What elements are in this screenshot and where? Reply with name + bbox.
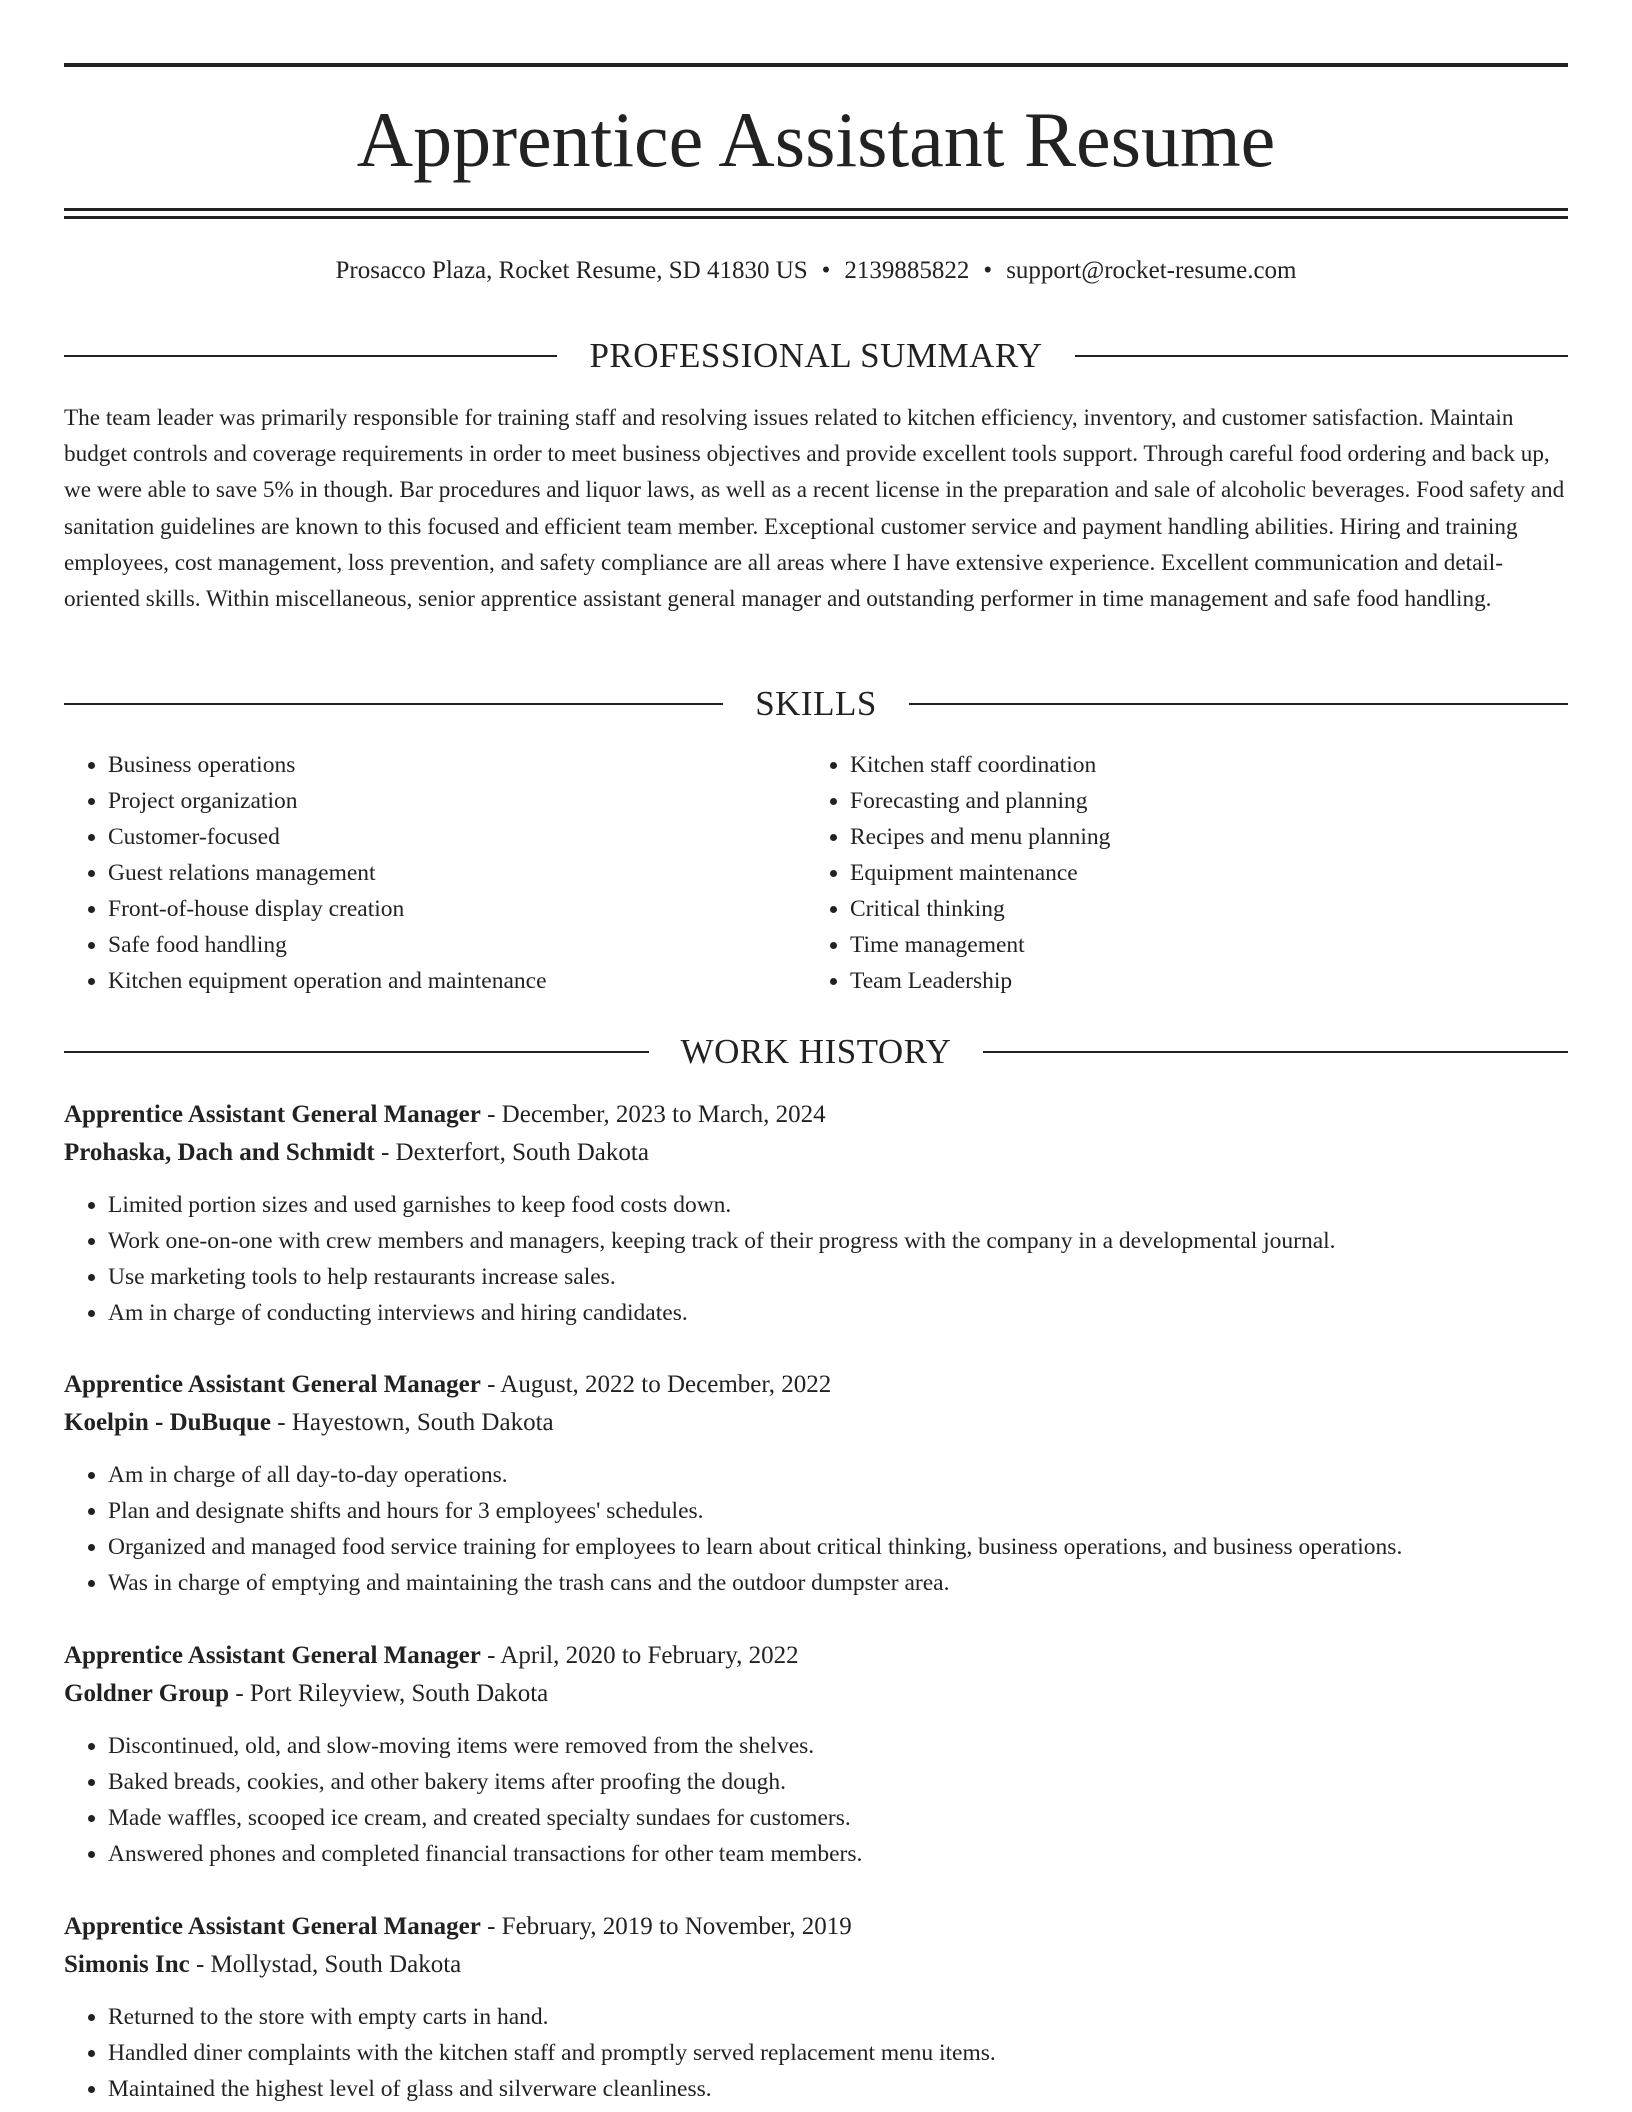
- job-title: Apprentice Assistant General Manager: [64, 1642, 481, 1669]
- header-top-rule: [64, 63, 1568, 67]
- job-role-line: [64, 1637, 1568, 1675]
- summary-text: The team leader was primarily responsible for training staff and resolving issues related to kitchen efficiency, inventory, and customer satisfaction. Maintain budget controls and coverage requirements in order to meet business objectives and provide excellent tools support. Through careful food ordering and back up, we were able to save 5% in though. Bar procedures and liquor laws, as well as a recent license in the preparation and sale of alcoholic beverages. Food safety and sanitation guidelines are known to this focused and efficient team member. Exceptional customer service and payment handling abilities. Hiring and training employees, cost management, loss prevention, and safety compliance are all areas where I have extensive experience. Excellent communication and detail-oriented skills. Within miscellaneous, senior apprentice assistant general manager and outstanding performer in time management and safe food handling.: [64, 405, 1565, 613]
- skill-item: • Forecasting and planning: [850, 783, 1550, 819]
- job-company: Koelpin - DuBuque: [64, 1409, 272, 1436]
- job-bullet: • Am in charge of conducting interviews and hiring candidates.: [108, 1295, 1568, 1331]
- skill-item: • Team Leadership: [850, 963, 1550, 999]
- contact-line: [64, 254, 1568, 288]
- heading-rule-left: [64, 703, 723, 705]
- work-history-heading: [64, 1030, 1568, 1074]
- work-history-heading-label: WORK HISTORY: [680, 1032, 952, 1071]
- job-entry: [64, 1096, 1568, 1331]
- contact-email: support@rocket-resume.com: [1006, 257, 1297, 284]
- skill-item: • Guest relations management: [108, 855, 806, 891]
- summary-heading-label: PROFESSIONAL SUMMARY: [589, 336, 1043, 375]
- job-bullet: • Organized and managed food service training for employees to learn about critical thinking, business operations, and business operations.: [108, 1529, 1568, 1565]
- job-bullets: [64, 1187, 1568, 1331]
- header-double-rule-upper: [64, 208, 1568, 211]
- job-dates: - February, 2019 to November, 2019: [480, 1913, 852, 1940]
- job-role-line: [64, 1096, 1568, 1134]
- skill-item: • Customer-focused: [108, 819, 806, 855]
- skills-heading-label: SKILLS: [755, 684, 877, 723]
- contact-phone: 2139885822: [844, 257, 970, 284]
- job-dates: - August, 2022 to December, 2022: [480, 1371, 832, 1398]
- job-bullet: • Was in charge of emptying and maintaining the trash cans and the outdoor dumpster area.: [108, 1565, 1568, 1601]
- job-bullet: • Am in charge of all day-to-day operations.: [108, 1457, 1568, 1493]
- job-bullet: • Work one-on-one with crew members and managers, keeping track of their progress with the company in a developmental journal.: [108, 1223, 1568, 1259]
- job-bullet: • Handled diner complaints with the kitchen staff and promptly served replacement menu items.: [108, 2035, 1568, 2071]
- job-title: Apprentice Assistant General Manager: [64, 1371, 481, 1398]
- job-entry: [64, 1637, 1568, 1872]
- job-location: - Hayestown, South Dakota: [271, 1409, 554, 1436]
- job-role-line: [64, 1908, 1568, 1946]
- header-double-rule-lower: [64, 216, 1568, 219]
- job-bullets: [64, 1999, 1568, 2107]
- job-location: - Dexterfort, South Dakota: [374, 1139, 649, 1166]
- skill-item: • Project organization: [108, 783, 806, 819]
- heading-rule-right: [909, 703, 1568, 705]
- contact-separator: •: [983, 257, 993, 284]
- skill-item: • Kitchen staff coordination: [850, 747, 1550, 783]
- job-bullets: [64, 1457, 1568, 1601]
- job-title: Apprentice Assistant General Manager: [64, 1913, 481, 1940]
- skills-list: [64, 747, 1568, 999]
- skills-column-right: [806, 747, 1550, 999]
- skill-item: • Critical thinking: [850, 891, 1550, 927]
- job-dates: - December, 2023 to March, 2024: [480, 1101, 826, 1128]
- job-entry: [64, 1908, 1568, 2107]
- job-bullet: • Returned to the store with empty carts in hand.: [108, 1999, 1568, 2035]
- job-bullet: • Baked breads, cookies, and other bakery items after proofing the dough.: [108, 1764, 1568, 1800]
- skill-item: • Time management: [850, 927, 1550, 963]
- heading-rule-right: [983, 1051, 1568, 1053]
- job-company: Goldner Group: [64, 1680, 230, 1707]
- job-company: Simonis Inc: [64, 1951, 190, 1978]
- job-bullet: • Discontinued, old, and slow-moving items were removed from the shelves.: [108, 1728, 1568, 1764]
- job-company-line: [64, 1134, 1568, 1172]
- job-entry: [64, 1366, 1568, 1601]
- skill-item: • Equipment maintenance: [850, 855, 1550, 891]
- heading-rule-right: [1075, 355, 1568, 357]
- summary-heading: [64, 334, 1568, 378]
- job-bullet: • Use marketing tools to help restaurants increase sales.: [108, 1259, 1568, 1295]
- contact-address: Prosacco Plaza, Rocket Resume, SD 41830 US: [335, 257, 808, 284]
- job-bullet: • Made waffles, scooped ice cream, and created specialty sundaes for customers.: [108, 1800, 1568, 1836]
- job-company-line: [64, 1946, 1568, 1984]
- job-bullet: • Answered phones and completed financial transactions for other team members.: [108, 1836, 1568, 1872]
- job-bullet: • Limited portion sizes and used garnishes to keep food costs down.: [108, 1187, 1568, 1223]
- skill-item: • Kitchen equipment operation and maintenance: [108, 963, 806, 999]
- job-title: Apprentice Assistant General Manager: [64, 1101, 481, 1128]
- job-bullets: [64, 1728, 1568, 1872]
- job-bullet: • Maintained the highest level of glass and silverware cleanliness.: [108, 2071, 1568, 2107]
- heading-rule-left: [64, 355, 557, 357]
- job-company-line: [64, 1675, 1568, 1713]
- skill-item: • Business operations: [108, 747, 806, 783]
- skill-item: • Front-of-house display creation: [108, 891, 806, 927]
- job-company: Prohaska, Dach and Schmidt: [64, 1139, 375, 1166]
- heading-rule-left: [64, 1051, 649, 1053]
- job-bullet: • Plan and designate shifts and hours for 3 employees' schedules.: [108, 1493, 1568, 1529]
- skill-item: • Recipes and menu planning: [850, 819, 1550, 855]
- job-company-line: [64, 1404, 1568, 1442]
- job-role-line: [64, 1366, 1568, 1404]
- job-location: - Mollystad, South Dakota: [189, 1951, 462, 1978]
- contact-separator: •: [821, 257, 831, 284]
- skills-heading: [64, 682, 1568, 726]
- job-location: - Port Rileyview, South Dakota: [229, 1680, 549, 1707]
- resume-title: Apprentice Assistant Resume: [356, 96, 1276, 183]
- job-dates: - April, 2020 to February, 2022: [480, 1642, 799, 1669]
- skill-item: • Safe food handling: [108, 927, 806, 963]
- skills-column-left: [64, 747, 806, 999]
